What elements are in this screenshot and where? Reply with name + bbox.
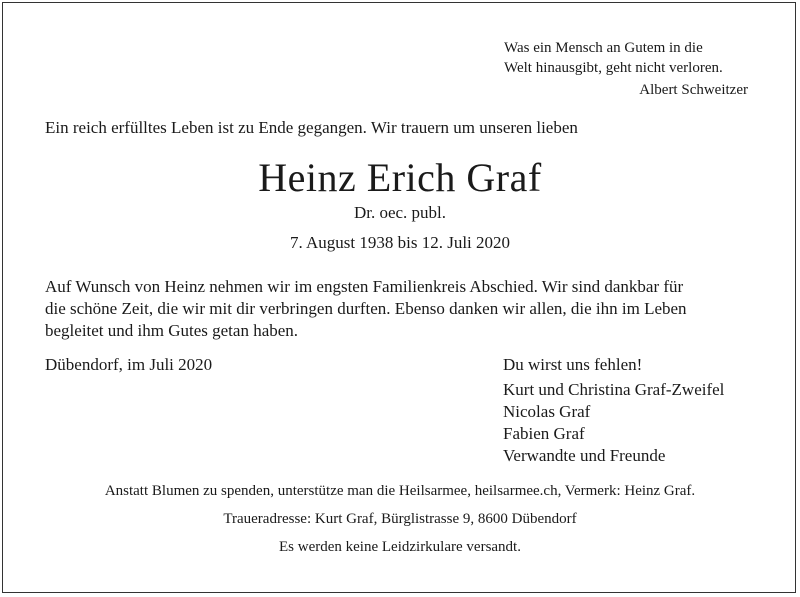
quote-line-1: Was ein Mensch an Gutem in die bbox=[504, 40, 703, 56]
donation-note: Anstatt Blumen zu spenden, unterstütze man die Heilsarmee, heilsarmee.ch, Vermerk: Heinz Graf. bbox=[104, 483, 696, 499]
place-date: Dübendorf, im Juli 2020 bbox=[45, 355, 213, 374]
quote bbox=[504, 38, 764, 78]
circular-notice: Es werden keine Leidzirkulare versandt. bbox=[279, 539, 521, 555]
intro-text: Ein reich erfülltes Leben ist zu Ende gegangen. Wir trauern um unseren lieben bbox=[45, 118, 578, 137]
quote-line-2: Welt hinausgibt, geht nicht verloren. bbox=[504, 60, 723, 76]
mourners-list bbox=[503, 379, 724, 467]
signoff: Du wirst uns fehlen! bbox=[503, 355, 643, 374]
body-line-3: begleitet und ihm Gutes getan haben. bbox=[45, 321, 299, 340]
mourner-4: Verwandte und Freunde bbox=[503, 446, 666, 465]
mourning-address: Traueradresse: Kurt Graf, Bürglistrasse 9, 8600 Dübendorf bbox=[223, 511, 577, 527]
mourner-2: Nicolas Graf bbox=[503, 402, 591, 421]
body-line-1: Auf Wunsch von Heinz nehmen wir im engsten Familienkreis Abschied. Wir sind dankbar für bbox=[45, 277, 684, 296]
body-paragraph bbox=[45, 276, 765, 342]
mourner-3: Fabien Graf bbox=[503, 424, 585, 443]
mourner-1: Kurt und Christina Graf-Zweifel bbox=[503, 380, 725, 399]
deceased-name: Heinz Erich Graf bbox=[258, 155, 542, 200]
body-line-2: die schöne Zeit, die wir mit dir verbringen durften. Ebenso danken wir allen, die ihn im Leben bbox=[45, 299, 687, 318]
quote-author: Albert Schweitzer bbox=[639, 82, 748, 98]
deceased-title: Dr. oec. publ. bbox=[353, 203, 447, 222]
life-dates: 7. August 1938 bis 12. Juli 2020 bbox=[289, 233, 511, 252]
